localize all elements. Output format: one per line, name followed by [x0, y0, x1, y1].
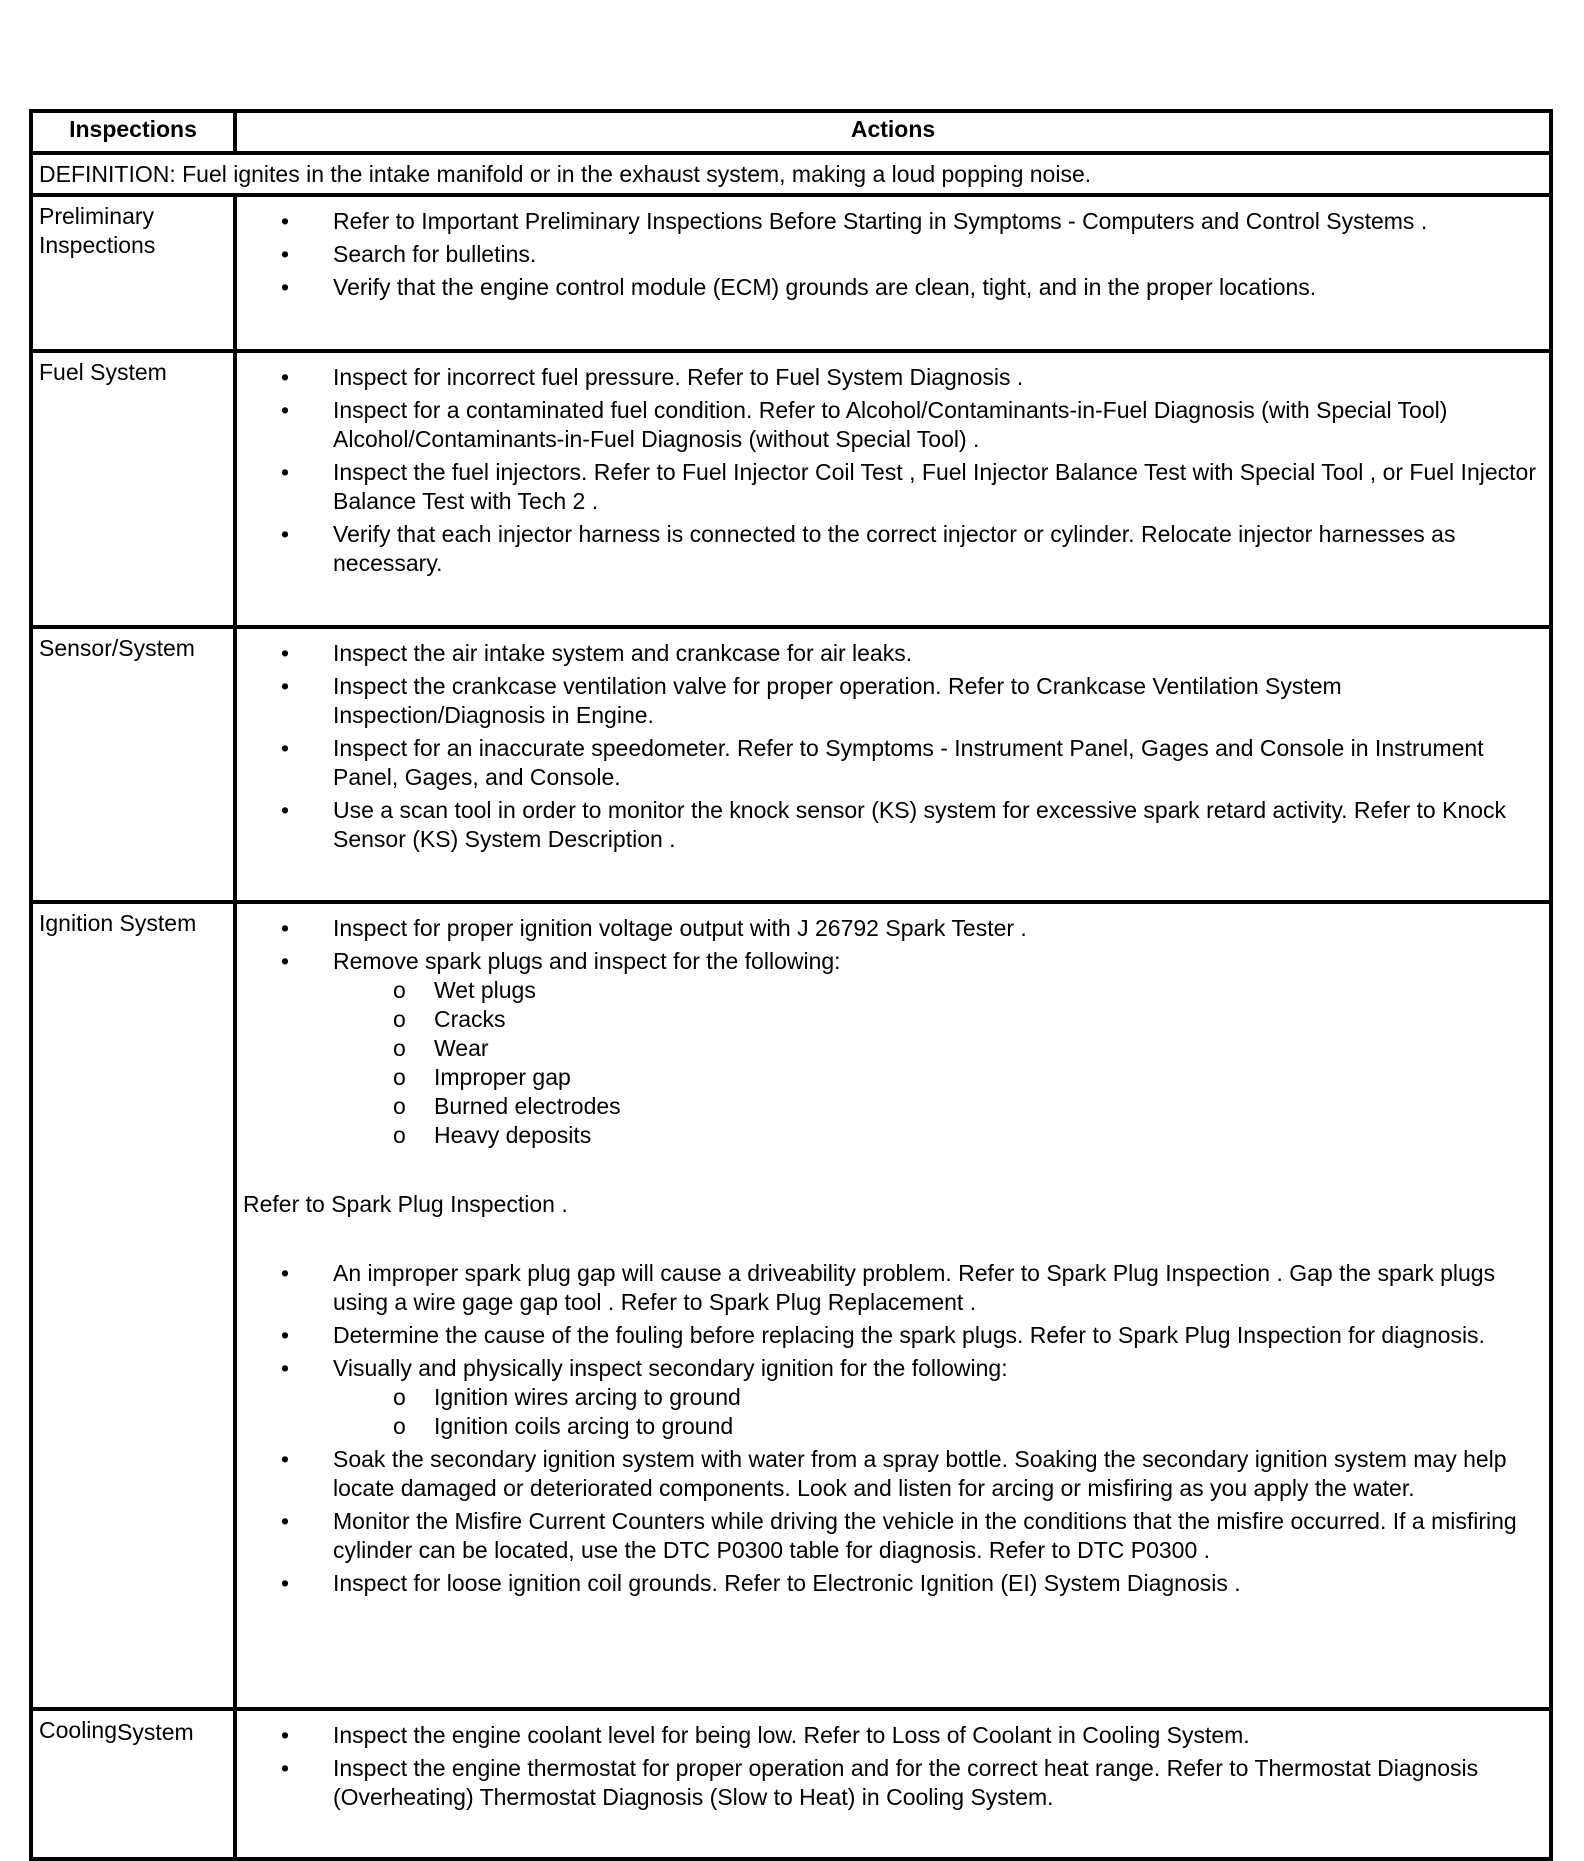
table-row: [31, 1709, 1551, 1859]
sub-list-item: o Ignition wires arcing to ground: [434, 1383, 1541, 1412]
list-item: • Verify that the engine control module (ECM) grounds are clean, tight, and in the proper locations.: [333, 273, 1541, 302]
list-item: • Monitor the Misfire Current Counters while driving the vehicle in the conditions that the misfire occurred. If a misfiring cylinder can be located, use the DTC P0300 table for diagnosis. Refer to DTC P0300 .: [333, 1507, 1541, 1565]
list-item: • Inspect the engine thermostat for proper operation and for the correct heat range. Refer to Thermostat Diagnosis (Overheating) Thermostat Diagnosis (Slow to Heat) in Cooling System.: [333, 1754, 1541, 1812]
definition-row: [31, 153, 1551, 195]
bullet-list: [237, 639, 1541, 854]
bullet-list: [237, 363, 1541, 578]
list-item: • Inspect for a contaminated fuel condition. Refer to Alcohol/Contaminants-in-Fuel Diagnosis (with Special Tool) Alcohol/Contaminants-in-Fuel Diagnosis (without Special Tool) .: [333, 396, 1541, 454]
row-label-part: Cooling: [39, 1717, 117, 1743]
row-label-cooling-system: [31, 1709, 235, 1859]
bullet-list: [237, 207, 1541, 302]
spark-plug-checklist: [333, 976, 1541, 1150]
sub-list-item: o Ignition coils arcing to ground: [434, 1412, 1541, 1441]
inspections-table: [29, 109, 1553, 1861]
bullet-list: [237, 914, 1541, 1150]
list-item: • Verify that each injector harness is connected to the correct injector or cylinder. Relocate injector harnesses as necessary.: [333, 520, 1541, 578]
list-item: [333, 947, 1541, 1150]
list-item: • Determine the cause of the fouling before replacing the spark plugs. Refer to Spark Plug Inspection for diagnosis.: [333, 1321, 1541, 1350]
secondary-ignition-checklist: [333, 1383, 1541, 1441]
row-label-part: System: [117, 1719, 194, 1745]
header-row: [31, 111, 1551, 153]
list-item: [333, 1354, 1541, 1441]
actions-cell: [235, 351, 1551, 627]
sub-list-item: o Wet plugs: [434, 976, 1541, 1005]
list-item-text: Visually and physically inspect secondary ignition for the following:: [333, 1355, 1008, 1381]
definition-text: DEFINITION: Fuel ignites in the intake manifold or in the exhaust system, making a loud popping noise.: [31, 153, 1551, 195]
actions-cell: [235, 195, 1551, 351]
list-item: • Inspect for proper ignition voltage output with J 26792 Spark Tester .: [333, 914, 1541, 943]
table-row: [31, 195, 1551, 351]
list-item: • Search for bulletins.: [333, 240, 1541, 269]
sub-list-item: o Wear: [434, 1034, 1541, 1063]
row-label-fuel-system: Fuel System: [31, 351, 235, 627]
row-label-ignition-system: Ignition System: [31, 902, 235, 1709]
list-item-text: Remove spark plugs and inspect for the following:: [333, 948, 841, 974]
list-item: • Soak the secondary ignition system with water from a spray bottle. Soaking the secondary ignition system may help locate damaged or deteriorated components. Look and listen for arcing or misfiring as you apply the water.: [333, 1445, 1541, 1503]
actions-cell: [235, 627, 1551, 902]
actions-cell: [235, 1709, 1551, 1859]
list-item: • Inspect for loose ignition coil grounds. Refer to Electronic Ignition (EI) System Diagnosis .: [333, 1569, 1541, 1598]
row-label-preliminary: Preliminary Inspections: [31, 195, 235, 351]
list-item: • Inspect the engine coolant level for being low. Refer to Loss of Coolant in Cooling System.: [333, 1721, 1541, 1750]
table-row: [31, 902, 1551, 1709]
sub-list-item: o Burned electrodes: [434, 1092, 1541, 1121]
list-item: • An improper spark plug gap will cause a driveability problem. Refer to Spark Plug Inspection . Gap the spark plugs using a wire gage gap tool . Refer to Spark Plug Replacement .: [333, 1259, 1541, 1317]
table-row: [31, 627, 1551, 902]
list-item: • Inspect the air intake system and crankcase for air leaks.: [333, 639, 1541, 668]
actions-cell: [235, 902, 1551, 1709]
sub-list-item: o Improper gap: [434, 1063, 1541, 1092]
sub-list-item: o Heavy deposits: [434, 1121, 1541, 1150]
table-row: [31, 351, 1551, 627]
list-item: • Inspect the crankcase ventilation valve for proper operation. Refer to Crankcase Ventilation System Inspection/Diagnosis in Engine.: [333, 672, 1541, 730]
row-label-sensor-system: Sensor/System: [31, 627, 235, 902]
bullet-list: [237, 1259, 1541, 1598]
header-inspections: Inspections: [31, 111, 235, 153]
list-item: • Inspect the fuel injectors. Refer to Fuel Injector Coil Test , Fuel Injector Balance Test with Special Tool , or Fuel Injector Balance Test with Tech 2 .: [333, 458, 1541, 516]
list-item: • Refer to Important Preliminary Inspections Before Starting in Symptoms - Computers and Control Systems .: [333, 207, 1541, 236]
header-actions: Actions: [235, 111, 1551, 153]
bullet-list: [237, 1721, 1541, 1812]
list-item: • Inspect for incorrect fuel pressure. Refer to Fuel System Diagnosis .: [333, 363, 1541, 392]
list-item: • Use a scan tool in order to monitor the knock sensor (KS) system for excessive spark retard activity. Refer to Knock Sensor (KS) System Description .: [333, 796, 1541, 854]
list-item: • Inspect for an inaccurate speedometer. Refer to Symptoms - Instrument Panel, Gages and Console in Instrument Panel, Gages, and Console.: [333, 734, 1541, 792]
refer-note: Refer to Spark Plug Inspection .: [243, 1191, 568, 1217]
sub-list-item: o Cracks: [434, 1005, 1541, 1034]
